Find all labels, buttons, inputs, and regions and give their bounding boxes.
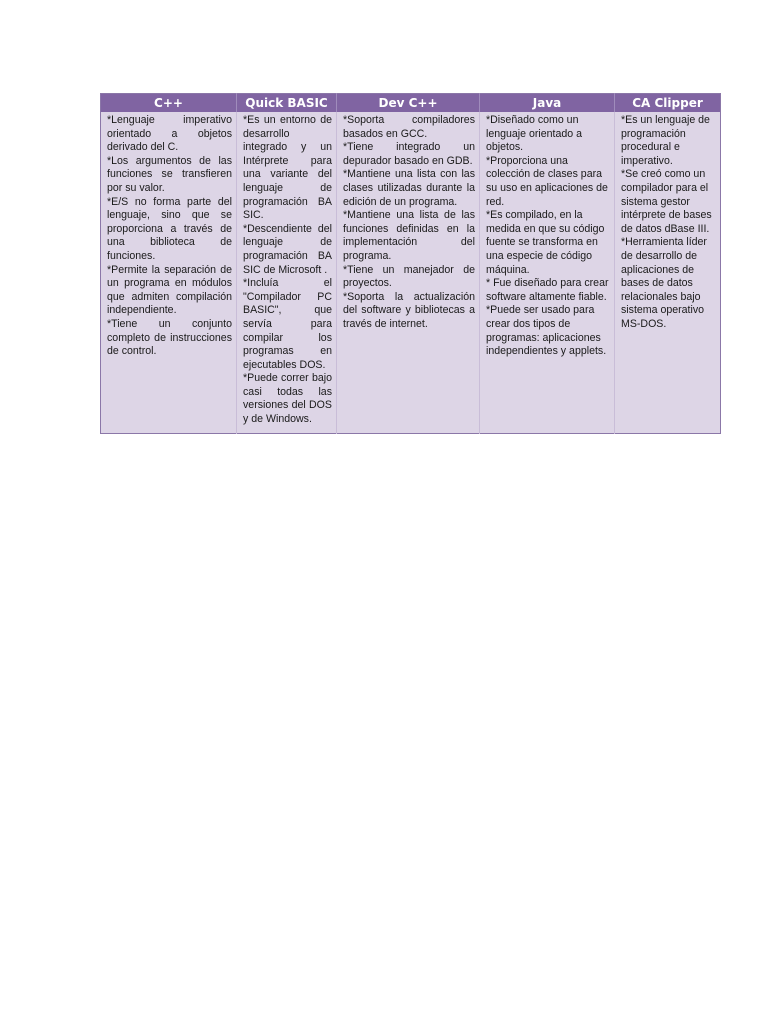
dev-cpp-item: *Mantiene una lista de las funciones definidas en la implementación del programa. — [343, 209, 475, 262]
header-dev-cpp: Dev C++ — [337, 94, 480, 113]
ca-clipper-item: *Se creó como un compilador para el sistema gestor intérprete de bases de datos dBase III. — [621, 168, 712, 235]
ca-clipper-item: *Herramienta líder de desarrollo de aplicaciones de bases de datos relacionales bajo sistema operativo MS-DOS. — [621, 236, 707, 330]
quick-basic-item: *Puede correr bajo casi todas las versiones del DOS y de Windows. — [243, 372, 332, 426]
cpp-item: *Permite la separación de un programa en módulos que admiten compilación independiente. — [107, 263, 232, 317]
dev-cpp-item: *Tiene un manejador de proyectos. — [343, 263, 475, 290]
dev-cpp-item: *Soporta la actualización del software y bibliotecas a través de internet. — [343, 290, 475, 330]
ca-clipper-item: *Es un lenguaje de programación procedural e imperativo. — [621, 114, 710, 167]
cpp-item: *Los argumentos de las funciones se transfieren por su valor. — [107, 154, 232, 194]
java-item: *Puede ser usado para crear dos tipos de programas: aplicaciones independientes y applets. — [486, 304, 607, 358]
dev-cpp-item: *Tiene integrado un depurador basado en GDB. — [343, 141, 475, 167]
cell-ca-clipper — [615, 112, 721, 433]
cpp-item: *Lenguaje imperativo orientado a objetos derivado del C. — [107, 114, 232, 154]
header-ca-clipper: CA Clipper — [615, 94, 721, 113]
java-item: *Diseñado como un lenguaje orientado a objetos. — [486, 114, 583, 154]
dev-cpp-item: *Mantiene una lista con las clases utilizadas durante la edición de un programa. — [343, 168, 475, 208]
cell-dev-cpp — [337, 112, 480, 433]
quick-basic-item: *Incluía el "Compilador PC BASIC", que servía para compilar los programas en ejecutables DOS. — [243, 277, 332, 371]
dev-cpp-item: *Soporta compiladores basados en GCC. — [343, 114, 475, 140]
cell-cpp — [101, 112, 237, 433]
comparison-table — [100, 93, 721, 434]
java-item: *Es compilado, en la medida en que su código fuente se transforma en una especie de código máquina. — [486, 209, 605, 276]
header-java: Java — [480, 94, 615, 113]
table-header — [101, 94, 721, 113]
header-quick-basic: Quick BASIC — [237, 94, 337, 113]
java-item: * Fue diseñado para crear software altamente fiable. — [486, 277, 609, 303]
cpp-item: *E/S no forma parte del lenguaje, sino que se proporciona a través de una biblioteca de funciones. — [107, 195, 232, 262]
quick-basic-item: *Descendiente del lenguaje de programación BA SIC de Microsoft . — [243, 222, 332, 276]
java-item: *Proporciona una colección de clases para su uso en aplicaciones de red. — [486, 154, 608, 208]
cell-quick-basic — [237, 112, 337, 433]
table-body — [101, 112, 721, 433]
cell-java — [480, 112, 615, 433]
header-cpp: C++ — [101, 94, 237, 113]
cpp-item: *Tiene un conjunto completo de instrucciones de control. — [107, 317, 232, 358]
quick-basic-item: *Es un entorno de desarrollo integrado y un Intérprete para una variante del lenguaje de programación BA SIC. — [243, 114, 332, 222]
header-row — [101, 94, 721, 113]
table-row — [101, 112, 721, 433]
